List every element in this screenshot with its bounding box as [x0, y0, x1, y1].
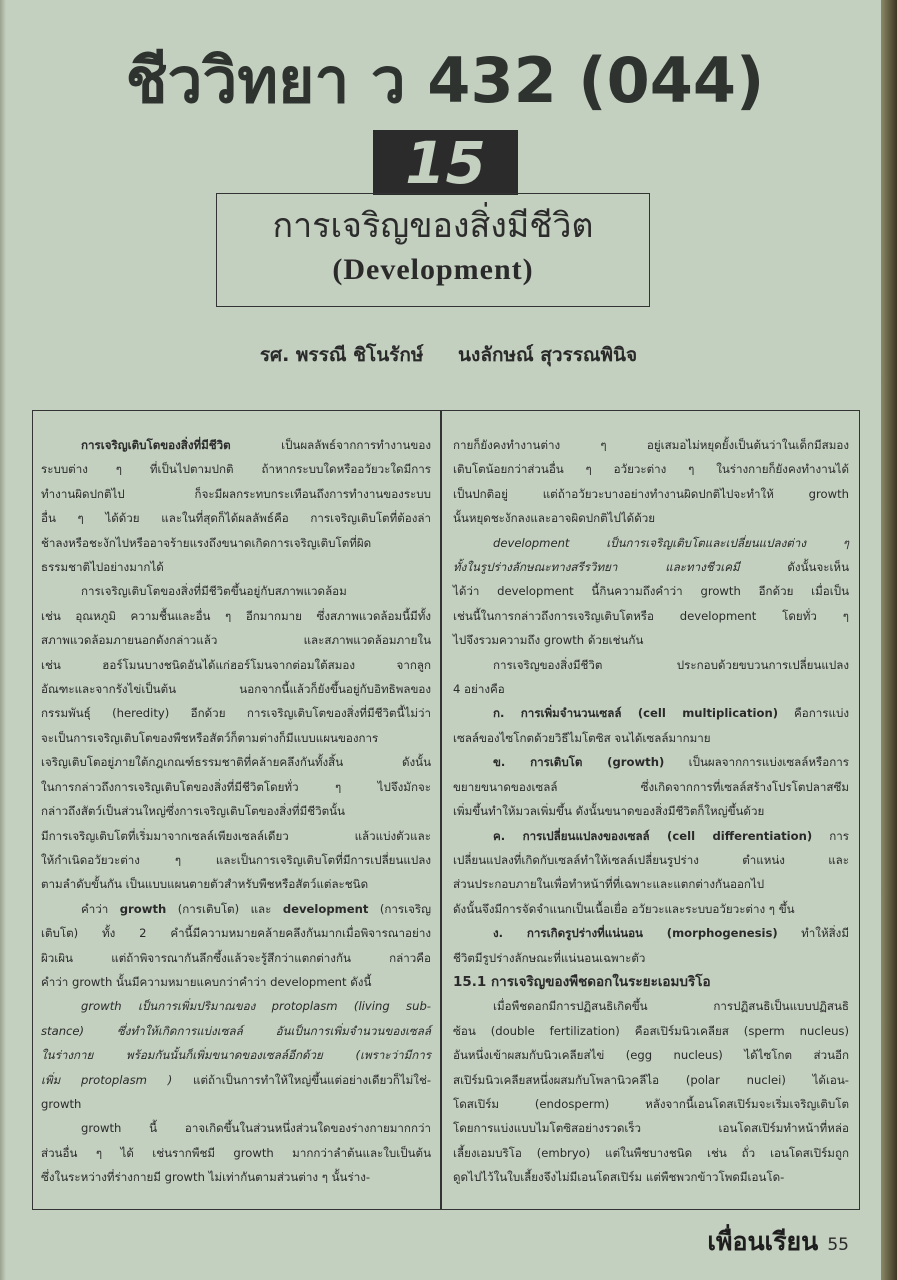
text-line	[41, 799, 431, 823]
text-segment: ไปจึงรวมความถึง growth ด้วยเช่นกัน	[453, 633, 644, 648]
text-segment: การเจริญของสิ่งมีชีวิต ประกอบด้วยขบวนการเปลี่ยนแปลง	[493, 657, 849, 672]
text-line	[41, 1165, 431, 1189]
author-2: นงลักษณ์ สุวรรณพินิจ	[458, 344, 638, 366]
text-line	[41, 506, 431, 530]
text-line	[453, 1043, 849, 1067]
text-line	[453, 799, 849, 823]
text-segment: stance) ซึ่งทำให้เกิดการแบ่งเซลล์ อันเป็นการเพิ่มจำนวนของเซลล์	[41, 1023, 431, 1038]
text-segment: เช่น ฮอร์โมนบางชนิดอันได้แก่ฮอร์โมนจากต่อมใต้สมอง จากลูก	[41, 657, 431, 672]
text-segment: สภาพแวดล้อมภายนอกดังกล่าวแล้ว และสภาพแวดล้อมภายใน	[41, 633, 431, 648]
text-line	[453, 848, 849, 872]
text-segment: เป็นผลจากการแบ่งเซลล์หรือการ	[664, 755, 849, 770]
text-segment: เช่นนี้ในการกล่าวถึงการเจริญเติบโตหรือ development โดยทั่ว ๆ	[453, 608, 849, 623]
text-line	[41, 555, 431, 579]
section-heading	[453, 970, 849, 994]
text-segment: เซลล์ของไซโกตด้วยวิธีไมโตซิส จนได้เซลล์มากมาย	[453, 730, 711, 745]
text-segment: อันหนึ่งเข้าผสมกับนิวเคลียสไข่ (egg nucleus) ได้ไซโกต ส่วนอีก	[453, 1048, 849, 1063]
series-title: ชีววิทยา ว 432 (044)	[125, 44, 765, 117]
text-segment: ทั้งในรูปร่างลักษณะทางสรีรวิทยา และทางชีวเคมี	[453, 560, 740, 575]
text-line	[41, 921, 431, 945]
text-segment: ดังนั้นจะเห็น	[739, 560, 849, 575]
text-segment: เมื่อพืชดอกมีการปฏิสนธิเกิดขึ้น การปฏิสนธิเป็นแบบปฏิสนธิ	[493, 999, 849, 1014]
text-segment: คำว่า growth นั้นมีความหมายแคบกว่าคำว่า development ดังนี้	[41, 974, 372, 989]
page-edge-shadow	[0, 0, 6, 1280]
text-line	[41, 750, 431, 774]
text-segment: 15.1 การเจริญของพืชดอกในระยะเอมบริโอ	[453, 973, 711, 990]
text-segment: อื่น ๆ ได้ด้วย และในที่สุดก็ได้ผลลัพธ์คือ การเจริญเติบโตที่ต้องล่า	[41, 511, 431, 526]
text-line	[453, 579, 849, 603]
text-line	[41, 897, 431, 921]
text-segment: growth นี้ อาจเกิดขึ้นในส่วนหนึ่งส่วนใดของร่างกายมากกว่า	[81, 1121, 431, 1136]
text-line	[41, 872, 431, 896]
text-segment: (การเติบโต) และ	[166, 901, 283, 916]
text-segment: จะเป็นการเจริญเติบโตของพืชหรือสัตว์ก็ตามต่างก็มีแบบแผนของการ	[41, 730, 379, 745]
text-segment: การเจริญเติบโตของสิ่งที่มีชีวิตขึ้นอยู่กับสภาพแวดล้อม	[81, 584, 347, 599]
text-line	[453, 872, 849, 896]
text-line	[41, 433, 431, 457]
text-segment: ผิวเผิน แต่ถ้าพิจารณากันลึกซึ้งแล้วจะรู้สึกว่าแตกต่างกัน กล่าวคือ	[41, 950, 431, 965]
text-line	[453, 1116, 849, 1140]
text-line	[453, 897, 849, 921]
text-line	[453, 1141, 849, 1165]
text-segment: มีการเจริญเติบโตที่เริ่มมาจากเซลล์เพียงเซลล์เดียว แล้วแบ่งตัวและ	[41, 828, 431, 843]
text-segment: ซึ่งในระหว่างที่ร่างกายมี growth ไม่เท่ากันตามส่วนต่าง ๆ นั้นร่าง-	[41, 1170, 371, 1185]
text-segment: อัณฑะและจากรังไข่เป็นต้น นอกจากนี้แล้วก็ยังขึ้นอยู่กับอิทธิพลของ	[41, 682, 431, 697]
text-line	[453, 1068, 849, 1092]
text-segment: กายก็ยังคงทำงานต่าง ๆ อยู่เสมอไม่หยุดยั้งเป็นต้นว่าในเด็กมีสมอง	[453, 438, 849, 452]
text-segment: ช้าลงหรือชะงักไปหรืออาจร้ายแรงถึงขนาดเกิดการเจริญเติบโตที่ผิด	[41, 535, 372, 550]
text-line	[41, 482, 431, 506]
right-column	[453, 433, 849, 1190]
text-line	[41, 604, 431, 628]
text-segment: นั้นหยุดชะงักลงและอาจผิดปกติไปได้ด้วย	[453, 511, 656, 526]
text-segment: ทำให้สิ่งมี	[777, 926, 849, 941]
text-line	[453, 482, 849, 506]
text-line	[453, 604, 849, 628]
text-segment: เช่น อุณหภูมิ ความชื้นและอื่น ๆ อีกมากมาย ซึ่งสภาพแวดล้อมนี้มีทั้ง	[41, 608, 431, 623]
page-number: 55	[827, 1235, 849, 1255]
text-line	[41, 994, 431, 1018]
text-segment: เลี้ยงเอมบริโอ (embryo) แต่ในพืชบางชนิด เช่น ถั่ว เอนโดสเปิร์มถูก	[453, 1145, 849, 1160]
text-segment: เจริญเติบโตอยู่ภายใต้กฎเกณฑ์ธรรมชาติที่คล้ายคลึงกันทั้งสิ้น ดังนั้น	[41, 755, 431, 770]
chapter-number-badge: 15	[373, 130, 518, 195]
text-segment: เพิ่มขึ้นทำให้มวลเพิ่มขึ้น ดังนั้นขนาดของสิ่งมีชีวิตก็ใหญ่ขึ้นด้วย	[453, 804, 765, 819]
text-segment: คือการแบ่ง	[778, 706, 849, 721]
page-footer	[707, 1222, 849, 1262]
text-line	[41, 628, 431, 652]
text-segment: โดสเปิร์ม (endosperm) หลังจากนี้เอนโดสเปิร์มจะเริ่มเจริญเติบโต	[453, 1096, 849, 1111]
text-segment: ค. การเปลี่ยนแปลงของเซลล์ (cell differentiation)	[493, 828, 813, 843]
text-segment: กรรมพันธุ์ (heredity) อีกด้วย การเจริญเติบโตของสิ่งที่มีชีวิตนี้ไม่ว่า	[41, 706, 431, 721]
text-line	[453, 775, 849, 799]
text-line	[453, 628, 849, 652]
text-line	[41, 1019, 431, 1043]
text-line	[41, 848, 431, 872]
text-segment: คำว่า	[81, 901, 120, 916]
text-segment: เป็นปกติอยู่ แต่ถ้าอวัยวะบางอย่างทำงานผิดปกติไปจะทำให้ growth	[453, 486, 849, 501]
text-segment: เป็นผลลัพธ์จากการทำงานของ	[230, 438, 431, 452]
text-line	[41, 677, 431, 701]
column-divider	[440, 411, 442, 1209]
text-line	[41, 531, 431, 555]
text-segment: ก. การเพิ่มจำนวนเซลล์ (cell multiplication)	[493, 706, 779, 721]
authors	[0, 340, 897, 370]
text-line	[453, 531, 849, 555]
text-line	[41, 579, 431, 603]
text-line	[453, 994, 849, 1018]
text-line	[453, 946, 849, 970]
magazine-name: เพื่อนเรียน	[707, 1227, 819, 1256]
text-segment: เติบโตน้อยกว่าส่วนอื่น ๆ อวัยวะต่าง ๆ ในร่างกายก็ยังคงทำงานได้	[453, 462, 849, 477]
text-segment: ส่วนประกอบภายในเพื่อทำหน้าที่ที่เฉพาะและแตกต่างกันออกไป	[453, 877, 765, 892]
text-line	[453, 1092, 849, 1116]
text-line	[453, 653, 849, 677]
text-segment: ซ้อน (double fertilization) คือสเปิร์มนิวเคลียส (sperm nucleus)	[453, 1023, 849, 1038]
text-line	[41, 1141, 431, 1165]
text-segment: ชีวิตมีรูปร่างลักษณะที่แน่นอนเฉพาะตัว	[453, 950, 646, 965]
page-binding-edge	[881, 0, 897, 1280]
text-segment: เพิ่ม protoplasm )	[41, 1072, 173, 1087]
text-line	[41, 726, 431, 750]
text-line	[453, 457, 849, 481]
text-segment: (การเจริญ	[368, 901, 431, 916]
text-segment: ได้ว่า development นี้กินความถึงคำว่า growth อีกด้วย เมื่อเป็น	[453, 584, 849, 599]
text-line	[453, 1165, 849, 1189]
text-segment: แต่ถ้าเป็นการทำให้ใหญ่ขึ้นแต่อย่างเดียวก็ไม่ใช่-	[172, 1072, 431, 1087]
text-segment: ให้กำเนิดอวัยวะต่าง ๆ และเป็นการเจริญเติบโตที่มีการเปลี่ยนแปลง	[41, 852, 431, 867]
text-segment: development เป็นการเจริญเติบโตและเปลี่ยนแปลงต่าง ๆ	[493, 535, 849, 550]
text-segment: เปลี่ยนแปลงที่เกิดกับเซลล์ทำให้เซลล์เปลี่ยนรูปร่าง ตำแหน่ง และ	[453, 852, 849, 867]
text-line	[453, 433, 849, 457]
chapter-title-box	[216, 193, 650, 307]
text-line	[453, 726, 849, 750]
text-segment: ตามลำดับขั้นกัน เป็นแบบแผนตายตัวสำหรับพืชหรือสัตว์แต่ละชนิด	[41, 877, 369, 892]
text-line	[41, 653, 431, 677]
text-line	[41, 946, 431, 970]
text-line	[453, 506, 849, 530]
text-segment: growth เป็นการเพิ่มปริมาณของ protoplasm (living sub-	[81, 999, 431, 1014]
text-line	[453, 824, 849, 848]
text-line	[41, 457, 431, 481]
text-line	[453, 555, 849, 579]
text-segment: ดังนั้นจึงมีการจัดจำแนกเป็นเนื้อเยื่อ อวัยวะและระบบอวัยวะต่าง ๆ ขึ้น	[453, 901, 795, 916]
text-segment: ง. การเกิดรูปร่างที่แน่นอน (morphogenesis)	[493, 926, 778, 941]
text-segment: การเจริญเติบโตของสิ่งที่มีชีวิต	[81, 438, 231, 452]
text-line	[41, 1043, 431, 1067]
text-line	[41, 701, 431, 725]
text-line	[453, 701, 849, 725]
text-line	[41, 775, 431, 799]
text-segment: สเปิร์มนิวเคลียสหนึ่งผสมกับโพลานิวคลีไอ (polar nuclei) ได้เอน-	[453, 1072, 849, 1087]
text-segment: ธรรมชาติไปอย่างมากได้	[41, 560, 164, 575]
text-segment: กล่าวถึงสัตว์เป็นส่วนใหญ่ซึ่งการเจริญเติบโตของสิ่งที่มีชีวิตนั้น	[41, 804, 345, 819]
text-segment: growth	[119, 901, 167, 916]
text-line	[41, 1116, 431, 1140]
text-segment: ในร่างกาย พร้อมกันนั้นก็เพิ่มขนาดของเซลล์อีกด้วย (เพราะว่ามีการ	[41, 1048, 431, 1063]
text-segment: ในการกล่าวถึงการเจริญเติบโตของสิ่งที่มีชีวิตโดยทั่ว ๆ ไปจึงมักจะ	[41, 779, 431, 794]
text-segment: growth	[41, 1096, 82, 1111]
text-line	[453, 921, 849, 945]
text-segment: ข. การเติบโต (growth)	[493, 755, 665, 770]
chapter-title-thai: การเจริญของสิ่งมีชีวิต	[272, 206, 594, 246]
text-segment: ขยายขนาดของเซลล์ ซึ่งเกิดจากการที่เซลล์สร้างโปรโตปลาสซึม	[453, 779, 849, 794]
text-segment: development	[282, 901, 369, 916]
article-body	[32, 410, 860, 1210]
text-line	[453, 1019, 849, 1043]
chapter-title-english: (Development)	[332, 253, 534, 286]
text-line	[41, 824, 431, 848]
text-line	[41, 1092, 431, 1116]
text-line	[41, 1068, 431, 1092]
text-segment: การ	[812, 828, 849, 843]
text-segment: โดยการแบ่งแบบไมโตซิสอย่างรวดเร็ว เอนโดสเปิร์มทำหน้าที่หล่อ	[453, 1121, 849, 1136]
text-segment: 4 อย่างคือ	[453, 682, 505, 697]
left-column	[41, 433, 431, 1190]
text-segment: ส่วนอื่น ๆ ได้ เช่นรากพืชมี growth มากกว่าลำต้นและใบเป็นต้น	[41, 1145, 431, 1160]
text-segment: เติบโต) ทั้ง 2 คำนี้มีความหมายคล้ายคลึงกันมากเมื่อพิจารณาอย่าง	[41, 926, 431, 941]
text-line	[453, 677, 849, 701]
author-1: รศ. พรรณี ชิโนรักษ์	[259, 344, 424, 366]
text-segment: ระบบต่าง ๆ ที่เป็นไปตามปกติ ถ้าหากระบบใดหรืออวัยวะใดมีการ	[41, 462, 431, 477]
text-segment: ทำงานผิดปกติไป ก็จะมีผลกระทบกระเทือนถึงการทำงานของระบบ	[41, 486, 431, 501]
text-line	[453, 750, 849, 774]
text-segment: ดูดไปไว้ในใบเลี้ยงจึงไม่มีเอนโดสเปิร์ม แต่พืชพวกข้าวโพดมีเอนโด-	[453, 1170, 785, 1185]
text-line	[41, 970, 431, 994]
